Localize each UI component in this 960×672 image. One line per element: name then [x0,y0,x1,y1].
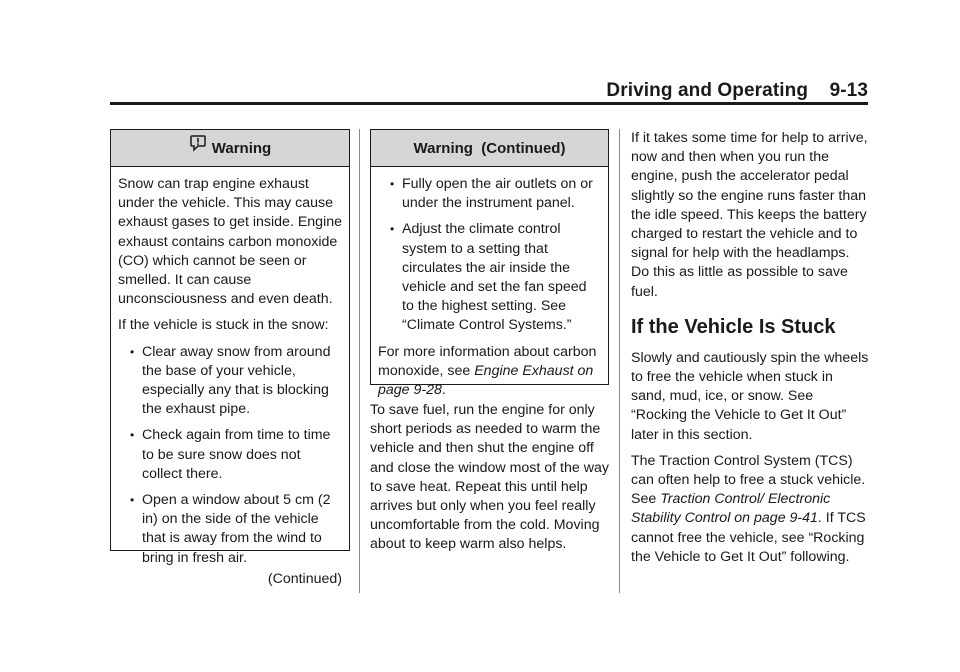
more-info-end: . [441,382,446,399]
cross-reference-link[interactable]: Traction Control/ Electronic Stability Control on page 9-41 [631,491,831,527]
bullet-icon: • [130,344,135,359]
column-divider-right [619,129,620,593]
bullet-icon: • [390,222,395,237]
section-title: Driving and Operating [606,80,809,101]
bullet-text: Fully open the air outlets on or under the instrument panel. [402,176,593,212]
body-paragraph [631,452,869,567]
more-info-text: For more information about carbon monoxide, see [378,343,597,379]
body-paragraph: Slowly and cautiously spin the wheels to free the vehicle when stuck in sand, mud, ice, or snow. See “Rocking the Vehicle to Get It Out” later in this section. [631,349,869,443]
header-text [606,80,868,102]
warning-title: Warning (Continued) [413,139,566,157]
tcs-text-end: . If TCS cannot free the vehicle, see “Rocking the Vehicle to Get It Out” following. [631,510,866,565]
body-paragraph: If it takes some time for help to arrive, now and then when you run the engine, push the accelerator pedal slightly so the engine runs faster than the idle speed. This keeps the battery charged to restart the vehicle and to signal for help with the headlamps. Do this as little as possible to save fuel. [631,130,868,300]
warning-body [111,167,349,595]
cross-reference-link[interactable]: Engine Exhaust on page 9-28 [378,362,594,399]
tcs-text: The Traction Control System (TCS) can often help to free a stuck vehicle. See [631,452,866,508]
bullet-item [378,220,601,335]
page-number: 9-13 [829,80,868,101]
warning-body [371,167,608,413]
warning-icon [189,134,207,156]
warning-box [110,129,350,587]
bullet-text: Clear away snow from around the base of your vehicle, especially any that is blocking the exhaust pipe. [142,343,331,418]
warning-header [111,130,349,167]
header-rule [110,102,868,105]
bullet-text: Open a window about 5 cm (2 in) on the side of the vehicle that is away from the wind to bring in fresh air. [142,492,331,566]
column-divider-left [359,129,360,593]
bullet-item [118,343,342,420]
bullet-icon: • [130,428,135,443]
warning-title: Warning [211,139,272,157]
warning-paragraph: Snow can trap engine exhaust under the vehicle. This may cause exhaust gases to get inside. Engine exhaust contains carbon monoxide (CO) which cannot be seen or smelled. It can cause unconsciousness and even death. [118,176,343,308]
bullet-item [118,426,342,484]
more-info-paragraph [378,343,601,401]
section-heading: If the Vehicle Is Stuck [631,315,836,338]
bullet-text: Adjust the climate control system to a setting that circulates the air inside the vehicle and set the fan speed to the highest setting. See “Climate Control Systems.” [402,221,587,334]
continued-note: (Continued) [267,570,342,587]
bullet-item [378,175,601,213]
body-paragraph: To save fuel, run the engine for only short periods as needed to warm the vehicle and then shut the engine off and close the window most of the way to save heat. Repeat this until help arrives but only when you feel really uncomfortable from the cold. Moving about to keep warm also helps. [370,402,609,553]
bullet-item [118,491,342,568]
warning-header [371,130,608,167]
middle-column-text [370,401,610,562]
warning-continued-box [370,129,609,399]
warning-paragraph: If the vehicle is stuck in the snow: [118,317,329,334]
bullet-icon: • [130,493,135,508]
bullet-text: Check again from time to time to be sure snow does not collect there. [142,427,331,482]
bullet-icon: • [390,177,395,191]
page-header [110,80,868,104]
right-column [631,129,869,574]
